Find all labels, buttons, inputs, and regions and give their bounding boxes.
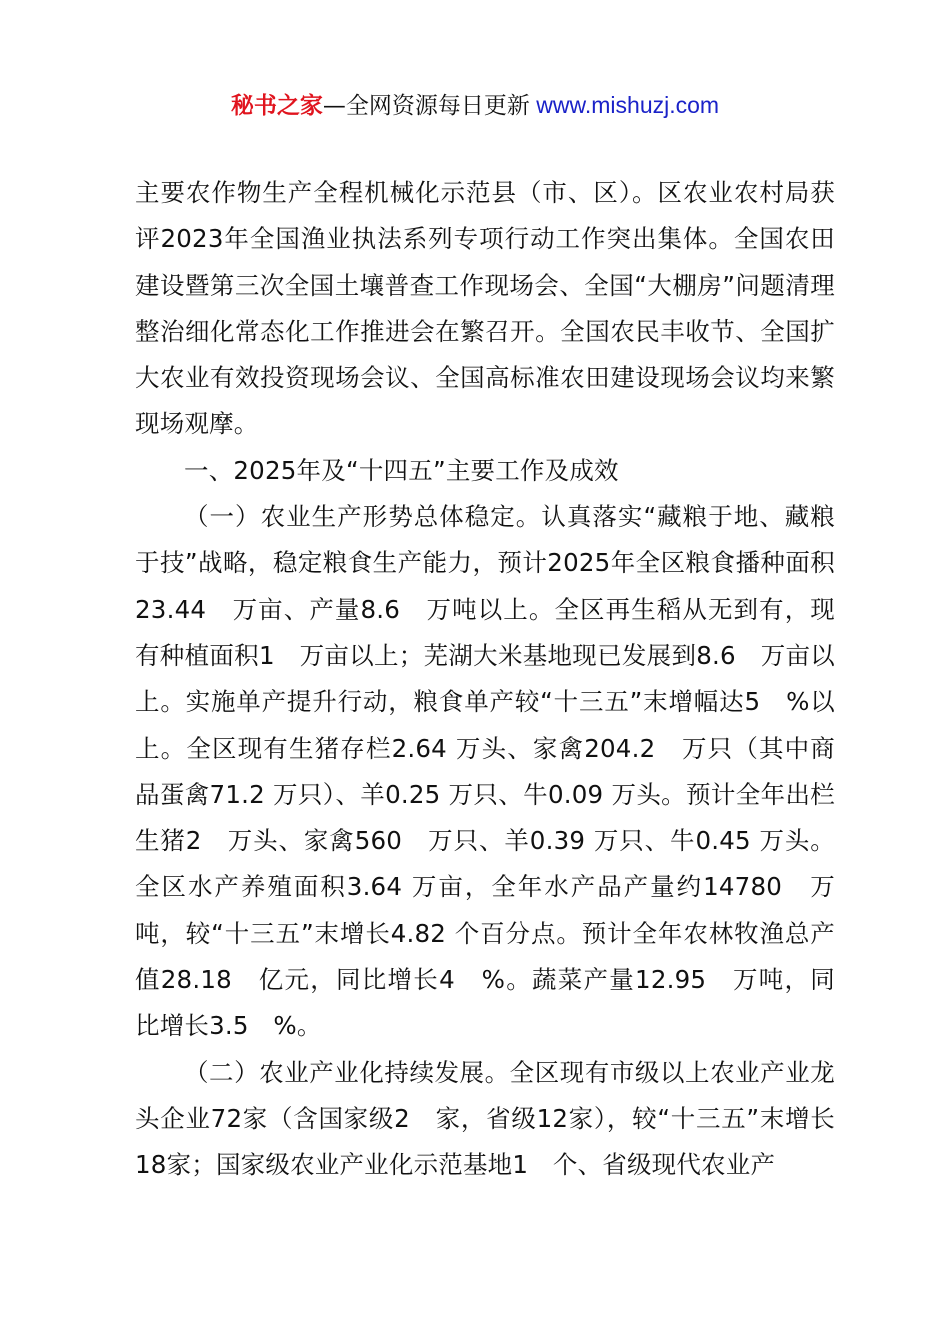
brand-name: 秘书之家 (230, 93, 323, 119)
paragraph-heading: （一）农业生产形势总体稳定。 (184, 502, 542, 532)
paragraph-body: 全区现有市级以上农业产业龙头企业72家（含国家级2 家，省级12家），较“十三五”末增长18家；国家级农业产业化示范基地1 个、省级现代农业产 (135, 1057, 835, 1180)
paragraph-agri-production (135, 494, 835, 1050)
header-tagline: —全网资源每日更新 (322, 93, 530, 119)
page-header (0, 88, 950, 123)
section-heading: 一、2025年及“十四五”主要工作及成效 (184, 455, 619, 485)
paragraph-agri-industrialization (135, 1050, 835, 1189)
document-body (135, 170, 835, 1189)
paragraph-heading: （二）农业产业化持续发展。 (184, 1057, 510, 1087)
paragraph-body: 认真落实“藏粮于地、藏粮于技”战略，稳定粮食生产能力，预计2025年全区粮食播种面积23.44 万亩、产量8.6 万吨以上。全区再生稻从无到有，现有种植面积1 万亩以上；芜湖大米基地现已发展到8.6 万亩以上。实施单产提升行动，粮食单产较“十三五”末增幅达5 %以上。全区现有生猪存栏2.64 万头、家禽204.2 万只（其中商品蛋禽71.2 万只）、羊0.25 万只、牛0.09 万头。预计全年出栏生猪2 万头、家禽560 万只、羊0.39 万只、牛0.45 万头。全区水产养殖面积3.64 万亩，全年水产品产量约14780 万吨，较“十三五”末增长4.82 个百分点。预计全年农林牧渔总产值28.18 亿元，同比增长4 %。蔬菜产量12.95 万吨，同比增长3.5 %。 (135, 502, 835, 1041)
site-url-link[interactable]: www.mishuzj.com (529, 92, 720, 118)
paragraph-intro: 主要农作物生产全程机械化示范县（市、区）。区农业农村局获评2023年全国渔业执法系列专项行动工作突出集体。全国农田建设暨第三次全国土壤普查工作现场会、全国“大棚房”问题清理整治细化常态化工作推进会在繁召开。全国农民丰收节、全国扩大农业有效投资现场会议、全国高标准农田建设现场会议均来繁现场观摩。 (135, 178, 835, 439)
